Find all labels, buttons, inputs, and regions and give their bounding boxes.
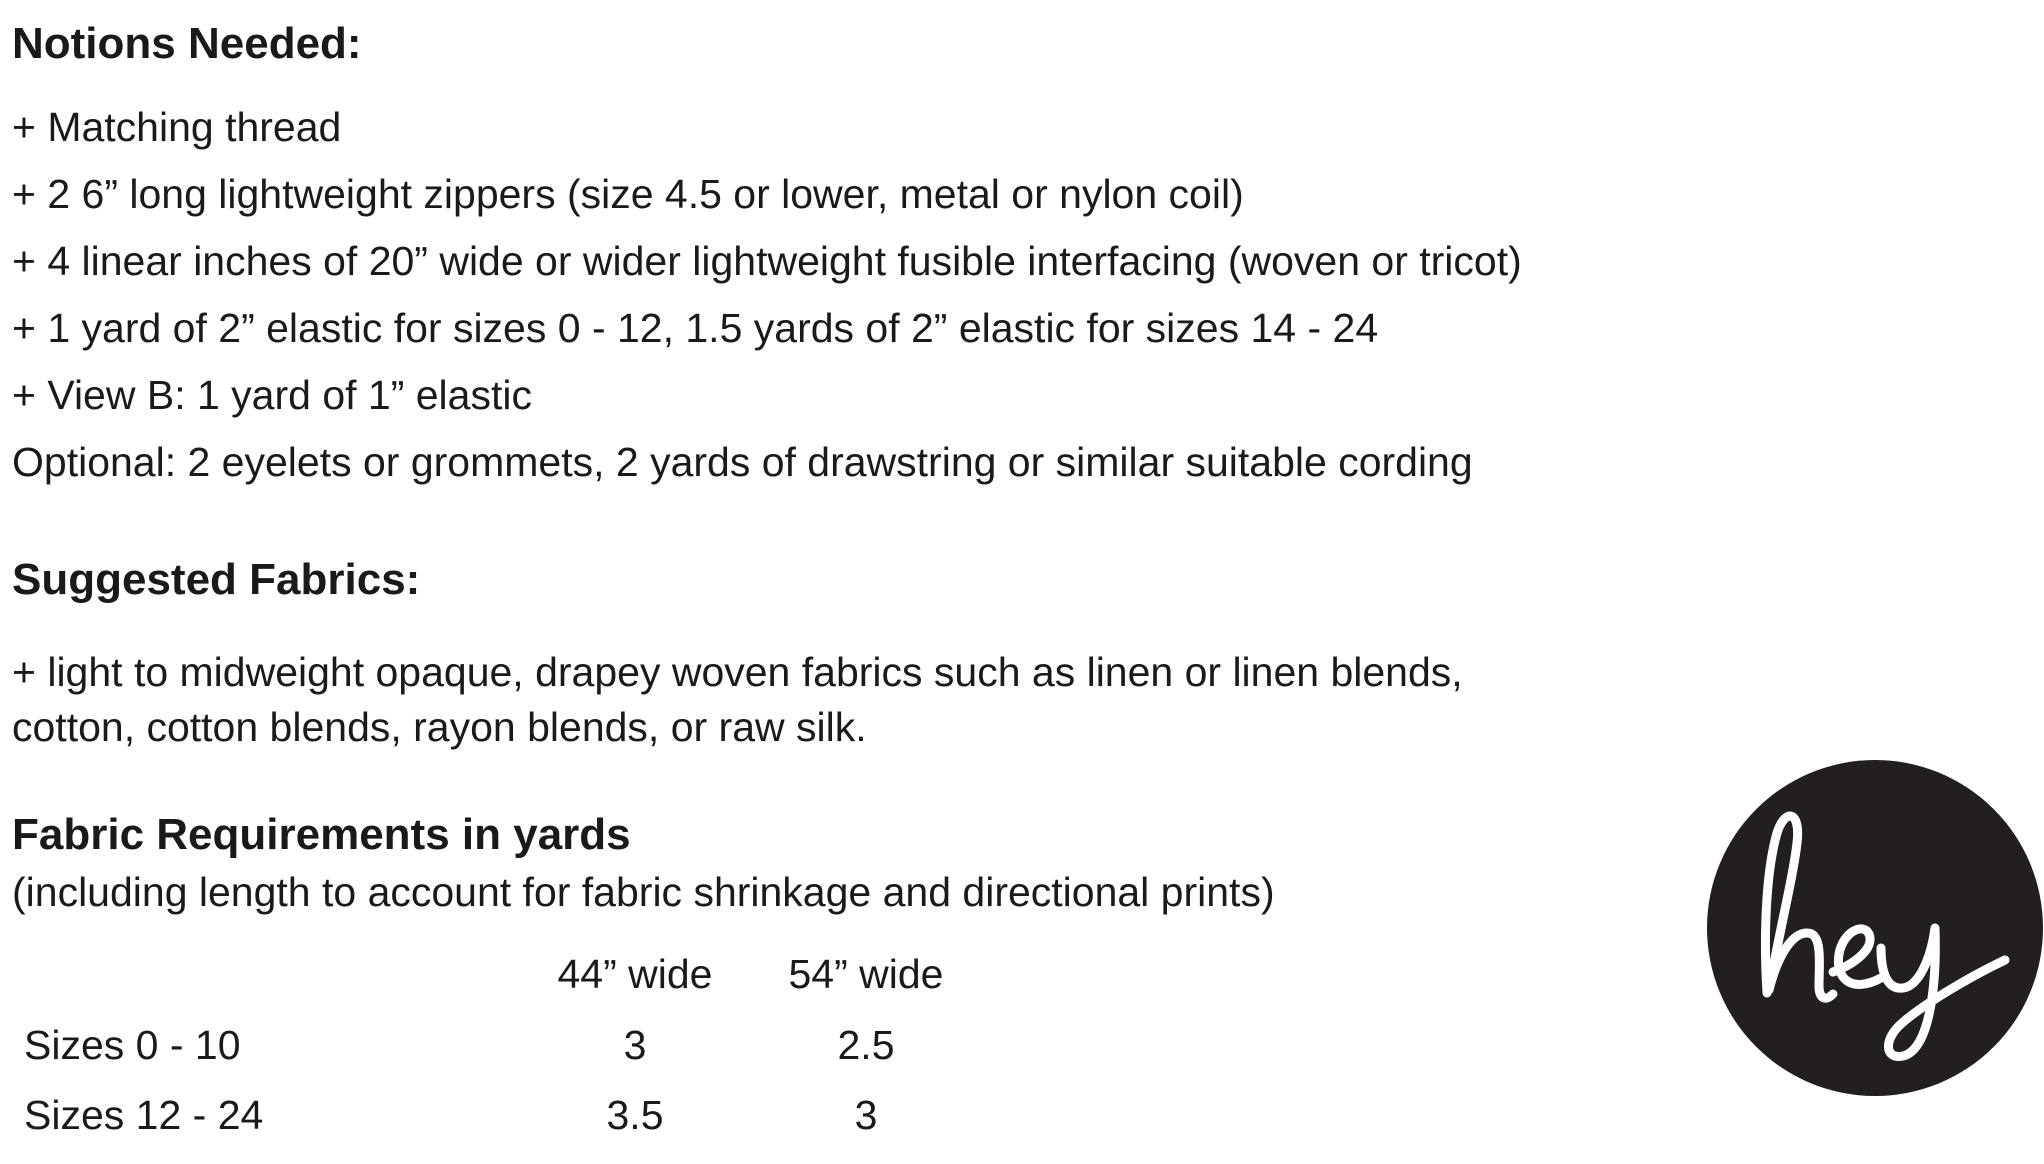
requirements-heading: Fabric Requirements in yards xyxy=(12,810,631,859)
logo-circle xyxy=(1707,760,2043,1096)
column-header-44-wide: 44” wide xyxy=(557,951,713,997)
notions-heading: Notions Needed: xyxy=(12,19,362,68)
table-cell: 2.5 xyxy=(837,1022,895,1068)
row-label: Sizes 0 - 10 xyxy=(24,1022,241,1068)
fabrics-text-line: cotton, cotton blends, rayon blends, or raw silk. xyxy=(12,704,867,750)
notions-item: + View B: 1 yard of 1” elastic xyxy=(12,372,532,418)
table-cell: 3.5 xyxy=(606,1092,664,1138)
table-cell: 3 xyxy=(623,1022,647,1068)
notions-item: + 2 6” long lightweight zippers (size 4.5 or lower, metal or nylon coil) xyxy=(12,171,1244,217)
row-label: Sizes 12 - 24 xyxy=(24,1092,264,1138)
fabrics-text-line: + light to midweight opaque, drapey woven fabrics such as linen or linen blends, xyxy=(12,649,1463,695)
table-cell: 3 xyxy=(854,1092,878,1138)
notions-item: + Matching thread xyxy=(12,104,342,150)
hey-logo xyxy=(1705,758,2044,1098)
notions-item: + 4 linear inches of 20” wide or wider lightweight fusible interfacing (woven or tricot) xyxy=(12,238,1522,284)
notions-item: + 1 yard of 2” elastic for sizes 0 - 12, 1.5 yards of 2” elastic for sizes 14 - 24 xyxy=(12,305,1379,351)
fabrics-heading: Suggested Fabrics: xyxy=(12,555,421,604)
column-header-54-wide: 54” wide xyxy=(788,951,944,997)
notions-optional: Optional: 2 eyelets or grommets, 2 yards of drawstring or similar suitable cording xyxy=(12,439,1473,485)
requirements-subheading: (including length to account for fabric shrinkage and directional prints) xyxy=(12,869,1275,915)
